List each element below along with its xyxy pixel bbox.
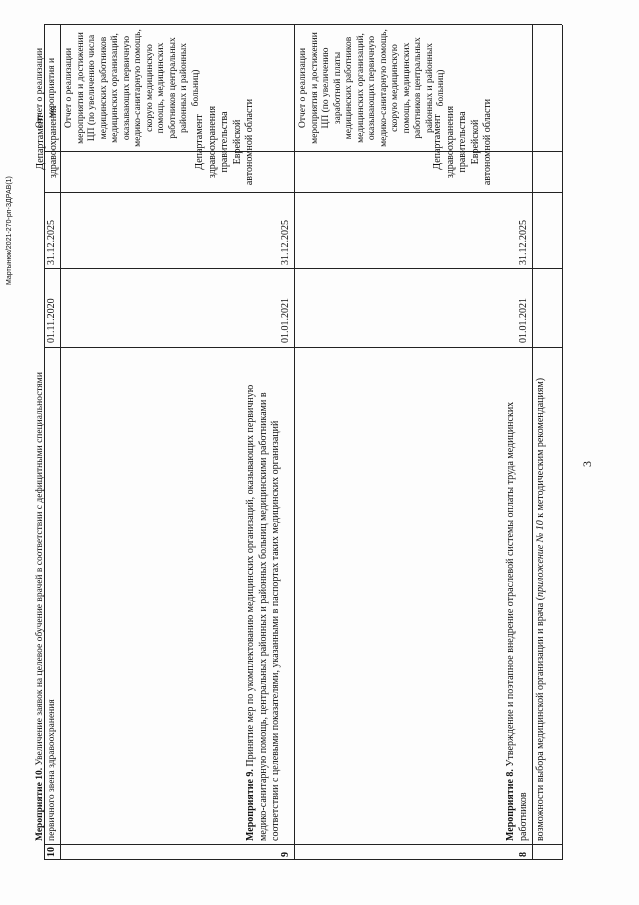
col-line-title: [44, 844, 562, 845]
row-8-title: Мероприятие 8. Утверждение и поэтапное внедрение отраслевой системы оплаты труда медицинских работников: [505, 401, 529, 841]
row-10-result: Отчет о реализации мероприятия и: [35, 47, 57, 129]
row-8-start: 01.01.2021: [518, 298, 529, 343]
row-9-end: 31.12.2025: [280, 220, 291, 265]
col-line-start: [44, 347, 562, 348]
row-10-end: 31.12.2025: [46, 220, 57, 265]
row-10-responsible: Департамент здравоохранения: [35, 105, 59, 179]
row-9-result: Отчет о реализации мероприятия и достижении ЦП (по увеличению числа медицинских работников медицинских организаций, оказывающих первичную медико-санитарную помощь, скорую медицинскую помощь, медицинских работников центральных районных и районных больниц): [64, 29, 201, 147]
row-9-title: Мероприятие 9. Принятие мер по укомплектованию медицинских организаций, оказывающих первичную медико-санитарную помощь, центральных районных и районных больниц медицинскими работниками в соответствии с целевыми показателями, указанными в паспортах таких медицинских организаций: [245, 384, 281, 841]
table-top-line: [562, 25, 563, 860]
row-8-result: Отчет о реализации мероприятия и достижении ЦП (по увеличению заработной платы медицинских работников медицинских организаций, оказывающих первичную медико-санитарную помощь, скорую медицинскую помощь, медицинских работников центральных районных и районных больниц): [298, 29, 446, 147]
row-9-start: 01.01.2021: [280, 298, 291, 343]
row-10-title: Мероприятие 10. Увеличение заявок на целевое обучение врачей в соответствии с дефицитными специальностями первичного звена здравоохранения: [35, 372, 57, 841]
row-10-number: 10: [46, 847, 57, 857]
row-9-number: 9: [280, 852, 291, 857]
footer-label: Мартынюк/2021-270-рп-ЗДРАВ(1): [6, 176, 13, 285]
row-8-responsible: Департамент здравоохранения правительства Еврейской автономной области: [432, 98, 493, 186]
continuation-text: возможности выбора медицинской организации и врача (приложение № 10 к методическим рекомендациям): [535, 377, 546, 841]
row-10-start: 01.11.2020: [46, 298, 57, 343]
col-line-right: [44, 24, 562, 25]
page-number: 3: [580, 461, 594, 467]
col-line-end: [44, 268, 562, 269]
row-9-responsible: Департамент здравоохранения правительства Еврейской автономной области: [194, 98, 255, 186]
row-8-number: 8: [518, 852, 529, 857]
col-line-resp: [44, 192, 562, 193]
col-line-num: [44, 859, 562, 860]
row-8-end: 31.12.2025: [518, 220, 529, 265]
